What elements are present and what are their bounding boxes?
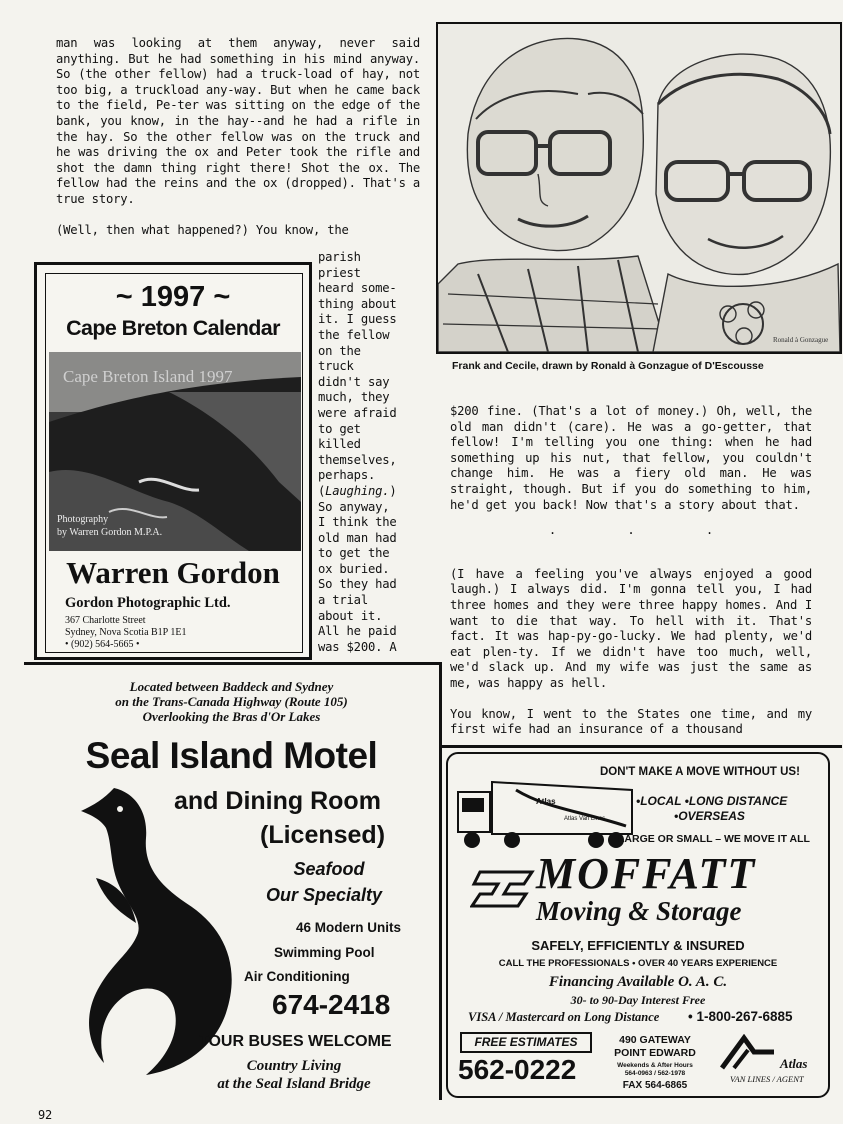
services-line: •LOCAL •LONG DISTANCE bbox=[636, 794, 788, 808]
narrow-line: to get bbox=[318, 421, 361, 436]
calendar-ad bbox=[34, 262, 312, 660]
narrow-line: heard some- bbox=[318, 281, 397, 296]
narrow-line: it. I guess bbox=[318, 312, 397, 327]
address-line: POINT EDWARD bbox=[614, 1047, 696, 1059]
specialty-line: Our Specialty bbox=[266, 885, 383, 905]
seafood-line: Seafood bbox=[293, 859, 365, 879]
narrow-line: ox buried. bbox=[318, 561, 390, 576]
moving-headline: DON'T MAKE A MOVE WITHOUT US! bbox=[600, 766, 800, 778]
company-street: 367 Charlotte Street bbox=[65, 615, 146, 626]
calendar-year: ~ 1997 ~ bbox=[115, 281, 231, 313]
visa-line: VISA / Mastercard on Long Distance bbox=[468, 1010, 660, 1024]
fax-line: FAX 564-6865 bbox=[622, 1080, 688, 1091]
narrow-lines bbox=[318, 250, 430, 484]
country-line: Country Living bbox=[246, 1058, 342, 1074]
narrow-line: parish bbox=[318, 250, 361, 264]
company-phone: • (902) 564-5665 • bbox=[65, 639, 140, 650]
location-line: Overlooking the Bras d'Or Lakes bbox=[142, 709, 321, 724]
atlas-sub: VAN LINES / AGENT bbox=[730, 1074, 804, 1084]
narrow-line: priest bbox=[318, 265, 361, 280]
narrow-line: So they had bbox=[318, 577, 397, 592]
portrait-sketch bbox=[438, 24, 840, 352]
story-paragraph: $200 fine. (That's a lot of money.) Oh, well, the old man didn't (care). He was a go-getter, that fellow! I'm telling you one thing: when he had something up his nut, that fellow, you couldn't change him. He was a fiery old man. He was straight, though. But if you do something to him, he'd get you back! Now that's a story about that. bbox=[450, 404, 812, 512]
air-line: Air Conditioning bbox=[244, 969, 350, 984]
narrow-line: about it. bbox=[318, 608, 383, 623]
units-line: 46 Modern Units bbox=[296, 920, 402, 935]
narrow-line: So anyway, bbox=[318, 499, 390, 514]
safely-line: SAFELY, EFFICIENTLY & INSURED bbox=[531, 938, 745, 953]
calendar-photo bbox=[49, 352, 301, 551]
portrait-drawing bbox=[436, 22, 842, 354]
narrow-line: was $200. A bbox=[318, 639, 397, 654]
narrow-line: were afraid bbox=[318, 405, 397, 420]
narrow-line: old man had bbox=[318, 530, 397, 545]
photo-title: Cape Breton Island 1997 bbox=[63, 367, 233, 386]
motel-location bbox=[24, 679, 439, 724]
narrow-lines-2 bbox=[318, 500, 430, 656]
narrow-line: All he paid bbox=[318, 624, 397, 639]
story-paragraph: You know, I went to the States one time, and my first wife had an insurance of a thousand bbox=[450, 706, 812, 737]
calendar-title: Cape Breton Calendar bbox=[66, 316, 280, 340]
motel-ad bbox=[24, 662, 442, 1100]
photographer-name: Warren Gordon bbox=[66, 555, 280, 590]
atlas-name: Atlas bbox=[780, 1056, 808, 1071]
size-line: LARGE OR SMALL – WE MOVE IT ALL bbox=[618, 833, 810, 845]
services-line: •OVERSEAS bbox=[674, 809, 745, 823]
licensed-label: (Licensed) bbox=[260, 821, 386, 849]
drawing-caption: Frank and Cecile, drawn by Ronald à Gonzague of D'Escousse bbox=[452, 360, 764, 372]
narrow-line: didn't say bbox=[318, 374, 390, 389]
artist-signature: Ronald à Gonzague bbox=[773, 336, 829, 344]
call-line: CALL THE PROFESSIONALS • OVER 40 YEARS EXPERIENCE bbox=[498, 958, 778, 969]
motel-phone: 674-2418 bbox=[272, 989, 391, 1020]
narrow-line: the fellow bbox=[318, 327, 390, 342]
story-paragraph: (I have a feeling you've always enjoyed a good laugh.) I always did. I'm gonna tell you, I had three homes and they were three happy homes. And I want to die that way. To hell with it. That's fact. It was hap-py-go-lucky. We had plenty, we'd eat plen-ty. If we didn't have too much, well, we'd slack up. And my wife was just the same as me, was happy as hell. bbox=[450, 566, 812, 690]
atlas-logo-icon bbox=[720, 1034, 776, 1070]
narrow-line: killed bbox=[318, 437, 361, 452]
narrow-line: themselves, bbox=[318, 452, 397, 467]
narrow-line: to get the bbox=[318, 546, 390, 561]
pool-line: Swimming Pool bbox=[274, 945, 375, 960]
truck-text: Atlas Van Lines bbox=[564, 816, 606, 822]
photo-credit: by Warren Gordon M.P.A. bbox=[57, 527, 163, 538]
narrow-line: a trial bbox=[318, 593, 368, 608]
weekend-line: Weekends & After Hours bbox=[617, 1062, 693, 1069]
coast-photo bbox=[49, 352, 301, 551]
story-narrow-column bbox=[318, 250, 430, 655]
narrow-line: thing about bbox=[318, 296, 397, 311]
section-separator: . . . bbox=[548, 523, 714, 538]
company-name: Gordon Photographic Ltd. bbox=[65, 595, 231, 611]
financing-line: Financing Available O. A. C. bbox=[548, 974, 728, 990]
moffatt-logo-icon bbox=[470, 864, 536, 910]
moving-truck bbox=[456, 778, 636, 854]
interest-line: 30- to 90-Day Interest Free bbox=[570, 993, 706, 1007]
narrow-line: I think the bbox=[318, 515, 397, 530]
laughing-text: Laughing. bbox=[325, 483, 390, 498]
column-rule bbox=[440, 745, 842, 748]
tollfree-line: • 1-800-267-6885 bbox=[688, 1009, 793, 1024]
page-number: 92 bbox=[38, 1108, 53, 1122]
moving-subtitle: Moving & Storage bbox=[536, 896, 742, 926]
free-estimates-badge: FREE ESTIMATES bbox=[460, 1032, 592, 1053]
weekend-phones: 564-0963 / 562-1978 bbox=[624, 1070, 686, 1077]
story-column-right bbox=[450, 404, 812, 738]
story-column-left bbox=[56, 36, 420, 238]
laughing-note: (Laughing.) bbox=[318, 483, 397, 498]
company-city: Sydney, Nova Scotia B1P 1E1 bbox=[65, 627, 187, 638]
buses-line: TOUR BUSES WELCOME bbox=[199, 1033, 392, 1050]
location-line: on the Trans-Canada Highway (Route 105) bbox=[115, 694, 348, 709]
country-line: at the Seal Island Bridge bbox=[217, 1076, 371, 1092]
photo-credit: Photography bbox=[57, 514, 109, 525]
dining-room: and Dining Room bbox=[174, 787, 381, 815]
truck-brand: Atlas bbox=[536, 797, 556, 806]
story-paragraph: (Well, then what happened?) You know, the bbox=[56, 222, 349, 237]
story-paragraph: man was looking at them anyway, never said anything. But he had something in his mind anyway. So (the other fellow) had a truck-load of hay, not too big, a truckload any-way. But when he came back to the field, Pe-ter was sitting on the edge of the bank, you know, in the hay--and he had a rifle in the hay. So the other fellow was on the truck and he was driving the ox and Peter took the rifle and shot the damn thing right there! Shot the ox. The fellow had the reins and the ox (dropped). That's a true story. bbox=[56, 36, 421, 206]
narrow-line: perhaps. bbox=[318, 468, 376, 483]
motel-name: Seal Island Motel bbox=[85, 735, 378, 776]
narrow-line: on the bbox=[318, 343, 361, 358]
moving-phone: 562-0222 bbox=[458, 1054, 577, 1085]
moving-ad bbox=[446, 752, 830, 1098]
narrow-line: truck bbox=[318, 359, 354, 374]
location-line: Located between Baddeck and Sydney bbox=[129, 679, 334, 694]
address-line: 490 GATEWAY bbox=[619, 1034, 691, 1046]
narrow-line: much, they bbox=[318, 390, 390, 405]
moving-company-name: MOFFATT bbox=[536, 849, 757, 898]
